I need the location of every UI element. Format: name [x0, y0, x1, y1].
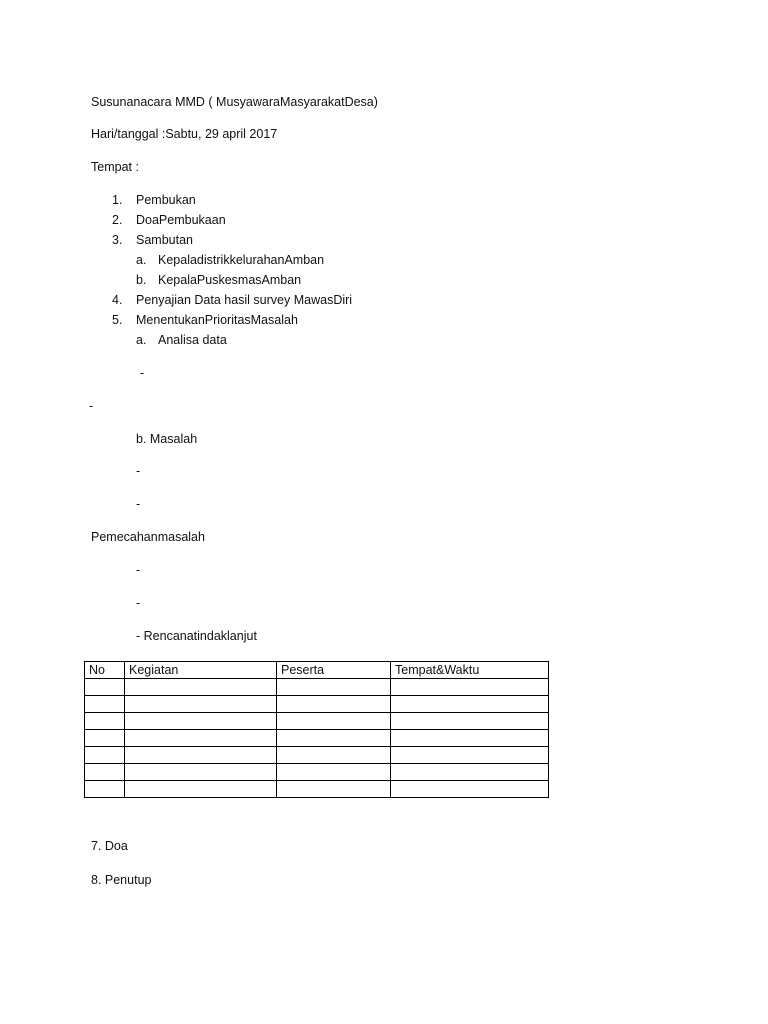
sub-item-letter: a.	[136, 253, 147, 267]
dash-line: -	[140, 366, 145, 380]
table-header-row	[85, 662, 549, 679]
table-cell	[391, 781, 549, 798]
table-cell	[125, 730, 277, 747]
table-cell	[85, 764, 125, 781]
masalah-label: b. Masalah	[136, 432, 198, 446]
table-cell	[277, 696, 391, 713]
date-line: Hari/tanggal :Sabtu, 29 april 2017	[91, 127, 278, 141]
table-row	[85, 781, 549, 798]
place-label: Tempat :	[91, 160, 139, 174]
table-cell	[391, 696, 549, 713]
action-plan-table	[84, 661, 549, 798]
dash-line: -	[136, 563, 141, 577]
table-cell	[85, 747, 125, 764]
column-header-tempat-waktu: Tempat&Waktu	[391, 662, 549, 679]
table-row	[85, 747, 549, 764]
dash-line: -	[136, 497, 141, 511]
agenda-number: 4.	[112, 293, 123, 307]
table-row	[85, 713, 549, 730]
agenda-number: 1.	[112, 193, 123, 207]
table-cell	[391, 730, 549, 747]
table-cell	[125, 764, 277, 781]
table-cell	[391, 679, 549, 696]
table-cell	[125, 747, 277, 764]
sub-item-letter: a.	[136, 333, 147, 347]
table-cell	[391, 713, 549, 730]
closing-item-doa: 7. Doa	[91, 839, 128, 853]
table-row	[85, 730, 549, 747]
table-cell	[277, 781, 391, 798]
column-header-peserta: Peserta	[277, 662, 391, 679]
dash-line: -	[136, 464, 141, 478]
table-row	[85, 696, 549, 713]
rencana-label: - Rencanatindaklanjut	[136, 629, 257, 643]
table-cell	[85, 679, 125, 696]
table-cell	[85, 713, 125, 730]
table-cell	[277, 713, 391, 730]
table-row	[85, 764, 549, 781]
agenda-item: Pembukan	[136, 193, 196, 207]
table-cell	[125, 696, 277, 713]
pemecahan-label: Pemecahanmasalah	[91, 530, 205, 544]
agenda-number: 2.	[112, 213, 123, 227]
column-header-kegiatan: Kegiatan	[125, 662, 277, 679]
table-cell	[125, 679, 277, 696]
sub-item: KepalaPuskesmasAmban	[158, 273, 302, 287]
document-title: Susunanacara MMD ( MusyawaraMasyarakatDesa)	[91, 95, 378, 109]
table-cell	[277, 764, 391, 781]
table-cell	[391, 764, 549, 781]
agenda-item: DoaPembukaan	[136, 213, 226, 227]
table-cell	[277, 679, 391, 696]
table-cell	[85, 696, 125, 713]
sub-item-letter: b.	[136, 273, 147, 287]
closing-item-penutup: 8. Penutup	[91, 873, 152, 887]
agenda-item: Penyajian Data hasil survey MawasDiri	[136, 293, 353, 307]
sub-item: KepaladistrikkelurahanAmban	[158, 253, 325, 267]
table-cell	[277, 747, 391, 764]
table-cell	[85, 781, 125, 798]
sub-item: Analisa data	[158, 333, 227, 347]
table-row	[85, 679, 549, 696]
table-cell	[125, 781, 277, 798]
agenda-item: MenentukanPrioritasMasalah	[136, 313, 298, 327]
table-cell	[391, 747, 549, 764]
agenda-number: 3.	[112, 233, 123, 247]
table-cell	[125, 713, 277, 730]
dash-line: -	[136, 596, 141, 610]
table-cell	[85, 730, 125, 747]
dash-line: -	[89, 399, 94, 413]
agenda-item: Sambutan	[136, 233, 193, 247]
table-cell	[277, 730, 391, 747]
agenda-number: 5.	[112, 313, 123, 327]
column-header-no: No	[85, 662, 125, 679]
